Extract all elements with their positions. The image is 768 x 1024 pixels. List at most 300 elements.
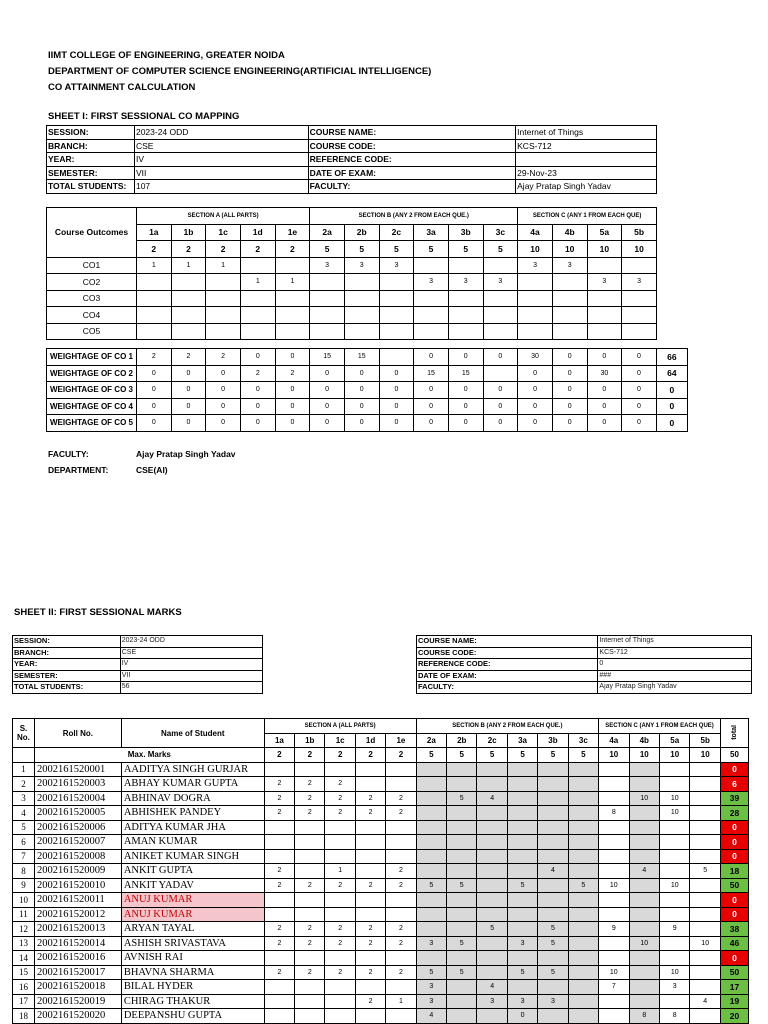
student-roll: 2002161520005 bbox=[34, 806, 121, 821]
student-mark bbox=[477, 762, 507, 777]
student-mark: 2 bbox=[264, 936, 294, 951]
student-row bbox=[13, 820, 749, 835]
question-header: 2a bbox=[310, 224, 345, 241]
student-mark: 2 bbox=[386, 878, 416, 893]
info-value: KCS-712 bbox=[516, 139, 657, 153]
info-value bbox=[516, 153, 657, 167]
marks-section-a-header: SECTION A (ALL PARTS) bbox=[264, 719, 416, 734]
student-mark bbox=[325, 994, 355, 1009]
weightage-cell: 0 bbox=[448, 398, 483, 415]
student-mark bbox=[477, 1009, 507, 1024]
info-label: TOTAL STUDENTS: bbox=[47, 180, 135, 194]
student-mark bbox=[538, 907, 568, 922]
student-sno: 6 bbox=[13, 835, 35, 850]
marks-max-mark: 2 bbox=[386, 748, 416, 763]
question-header: 5b bbox=[622, 224, 657, 241]
question-header: 3c bbox=[483, 224, 518, 241]
student-roll: 2002161520010 bbox=[34, 878, 121, 893]
student-name: ASHISH SRIVASTAVA bbox=[121, 936, 264, 951]
mapping-cell: 3 bbox=[483, 274, 518, 291]
max-mark: 10 bbox=[518, 241, 553, 258]
student-mark: 2 bbox=[264, 922, 294, 937]
student-mark: 2 bbox=[386, 864, 416, 879]
student-name: AVNISH RAI bbox=[121, 951, 264, 966]
marks-table bbox=[12, 718, 749, 1024]
marks-question-header: 2b bbox=[447, 733, 477, 748]
info-label: YEAR: bbox=[13, 659, 121, 671]
weightage-cell: 0 bbox=[552, 398, 587, 415]
marks-max-mark: 5 bbox=[447, 748, 477, 763]
student-mark: 5 bbox=[538, 936, 568, 951]
marks-question-header: 1d bbox=[355, 733, 385, 748]
student-row bbox=[13, 994, 749, 1009]
student-mark bbox=[629, 762, 659, 777]
student-roll: 2002161520012 bbox=[34, 907, 121, 922]
mapping-cell: 1 bbox=[275, 274, 310, 291]
student-mark bbox=[447, 907, 477, 922]
info-label: REFERENCE CODE: bbox=[417, 659, 598, 671]
mapping-cell bbox=[379, 274, 414, 291]
student-mark: 5 bbox=[568, 878, 598, 893]
student-name: CHIRAG THAKUR bbox=[121, 994, 264, 1009]
student-mark bbox=[660, 864, 690, 879]
mapping-cell bbox=[622, 323, 657, 340]
weightage-cell: 0 bbox=[310, 415, 345, 432]
weightage-cell: 30 bbox=[518, 349, 553, 366]
student-mark: 10 bbox=[599, 965, 629, 980]
weightage-cell bbox=[379, 349, 414, 366]
info-value: 2023-24 ODD bbox=[134, 126, 308, 140]
student-mark bbox=[325, 849, 355, 864]
student-mark bbox=[507, 820, 537, 835]
max-marks-spacer bbox=[13, 748, 35, 763]
marks-question-header: 2a bbox=[416, 733, 446, 748]
student-row bbox=[13, 980, 749, 995]
weightage-cell: 2 bbox=[171, 349, 206, 366]
mapping-cell bbox=[240, 307, 275, 324]
sheet2-info-right bbox=[416, 635, 752, 694]
student-mark: 2 bbox=[295, 965, 325, 980]
student-mark bbox=[629, 835, 659, 850]
student-mark bbox=[538, 820, 568, 835]
student-mark: 3 bbox=[416, 994, 446, 1009]
mapping-cell bbox=[622, 307, 657, 324]
student-mark bbox=[477, 849, 507, 864]
mapping-cell bbox=[448, 290, 483, 307]
weightage-cell: 0 bbox=[587, 349, 622, 366]
student-mark bbox=[264, 1009, 294, 1024]
sheet2-info-left bbox=[12, 635, 263, 694]
student-mark: 2 bbox=[386, 791, 416, 806]
student-mark bbox=[507, 907, 537, 922]
student-mark bbox=[507, 864, 537, 879]
mapping-cell bbox=[483, 307, 518, 324]
max-mark: 2 bbox=[171, 241, 206, 258]
mapping-cell: 3 bbox=[552, 257, 587, 274]
student-mark bbox=[355, 849, 385, 864]
student-mark bbox=[538, 951, 568, 966]
weightage-label: WEIGHTAGE OF CO 5 bbox=[47, 415, 137, 432]
weightage-total: 64 bbox=[656, 365, 687, 382]
student-mark: 10 bbox=[629, 936, 659, 951]
student-row bbox=[13, 835, 749, 850]
student-sno: 2 bbox=[13, 777, 35, 792]
weightage-cell: 15 bbox=[448, 365, 483, 382]
student-row bbox=[13, 806, 749, 821]
info-label: SEMESTER: bbox=[47, 166, 135, 180]
question-header: 1c bbox=[206, 224, 241, 241]
student-mark bbox=[386, 777, 416, 792]
weightage-cell: 0 bbox=[379, 365, 414, 382]
student-mark bbox=[355, 864, 385, 879]
student-sno: 12 bbox=[13, 922, 35, 937]
mapping-cell bbox=[587, 307, 622, 324]
student-row bbox=[13, 965, 749, 980]
student-mark bbox=[538, 893, 568, 908]
student-row bbox=[13, 849, 749, 864]
mapping-cell: 1 bbox=[171, 257, 206, 274]
student-mark bbox=[416, 791, 446, 806]
mapping-cell: 1 bbox=[240, 274, 275, 291]
student-name: ANIKET KUMAR SINGH bbox=[121, 849, 264, 864]
student-mark bbox=[325, 951, 355, 966]
mapping-cell bbox=[518, 323, 553, 340]
student-mark bbox=[538, 878, 568, 893]
weightage-row bbox=[47, 398, 688, 415]
student-total: 0 bbox=[720, 907, 748, 922]
student-sno: 1 bbox=[13, 762, 35, 777]
student-mark bbox=[447, 994, 477, 1009]
weightage-cell: 0 bbox=[622, 415, 657, 432]
student-mark bbox=[477, 806, 507, 821]
max-mark: 5 bbox=[448, 241, 483, 258]
weightage-cell: 0 bbox=[310, 398, 345, 415]
student-mark bbox=[568, 849, 598, 864]
student-roll: 2002161520004 bbox=[34, 791, 121, 806]
student-mark bbox=[507, 849, 537, 864]
weightage-cell: 0 bbox=[275, 349, 310, 366]
student-total: 0 bbox=[720, 951, 748, 966]
info-value: IV bbox=[120, 659, 262, 671]
mapping-cell bbox=[310, 274, 345, 291]
student-mark bbox=[660, 994, 690, 1009]
weightage-cell: 30 bbox=[587, 365, 622, 382]
student-mark bbox=[660, 762, 690, 777]
marks-question-header: 1a bbox=[264, 733, 294, 748]
student-mark: 10 bbox=[660, 806, 690, 821]
student-mark: 2 bbox=[355, 922, 385, 937]
mapping-cell: 3 bbox=[622, 274, 657, 291]
mapping-cell bbox=[483, 290, 518, 307]
mapping-cell bbox=[552, 323, 587, 340]
mapping-cell: 3 bbox=[379, 257, 414, 274]
info-value: 2023-24 ODD bbox=[120, 636, 262, 648]
student-mark bbox=[599, 907, 629, 922]
mapping-cell bbox=[240, 257, 275, 274]
student-mark: 2 bbox=[325, 965, 355, 980]
question-header: 1b bbox=[171, 224, 206, 241]
co-label: CO3 bbox=[47, 290, 137, 307]
weightage-cell: 0 bbox=[275, 382, 310, 399]
student-mark bbox=[447, 893, 477, 908]
mapping-cell bbox=[622, 290, 657, 307]
max-mark: 2 bbox=[206, 241, 241, 258]
mapping-cell bbox=[171, 274, 206, 291]
student-mark bbox=[264, 762, 294, 777]
mapping-cell bbox=[518, 307, 553, 324]
student-mark bbox=[629, 994, 659, 1009]
sheet2-info-row bbox=[13, 636, 263, 648]
weightage-cell: 0 bbox=[587, 382, 622, 399]
weightage-cell: 0 bbox=[206, 398, 241, 415]
co-mapping-table bbox=[46, 207, 657, 340]
weightage-cell: 0 bbox=[379, 398, 414, 415]
student-mark: 2 bbox=[325, 878, 355, 893]
student-mark bbox=[447, 849, 477, 864]
co-label: CO4 bbox=[47, 307, 137, 324]
student-mark: 4 bbox=[477, 791, 507, 806]
student-row bbox=[13, 893, 749, 908]
student-mark bbox=[690, 762, 720, 777]
mapping-cell bbox=[136, 290, 171, 307]
student-mark bbox=[416, 864, 446, 879]
student-mark bbox=[568, 893, 598, 908]
student-name: ANUJ KUMAR bbox=[121, 907, 264, 922]
weightage-cell: 0 bbox=[483, 415, 518, 432]
student-row bbox=[13, 791, 749, 806]
student-row bbox=[13, 864, 749, 879]
weightage-cell bbox=[483, 365, 518, 382]
co-weightage-table bbox=[46, 348, 688, 432]
mapping-cell: 3 bbox=[587, 274, 622, 291]
student-row bbox=[13, 777, 749, 792]
info-value: 0 bbox=[598, 659, 752, 671]
sno-header: S. No. bbox=[13, 719, 35, 748]
weightage-cell: 0 bbox=[171, 398, 206, 415]
student-mark bbox=[568, 762, 598, 777]
student-mark: 4 bbox=[416, 1009, 446, 1024]
section-c-header: SECTION C (ANY 1 FROM EACH QUE) bbox=[518, 208, 657, 225]
student-mark bbox=[416, 820, 446, 835]
sheet2-info-row bbox=[13, 647, 263, 659]
sheet2-info-row bbox=[417, 670, 752, 682]
student-mark: 3 bbox=[507, 994, 537, 1009]
marks-max-mark: 5 bbox=[568, 748, 598, 763]
mapping-cell bbox=[206, 323, 241, 340]
student-total: 0 bbox=[720, 820, 748, 835]
weightage-label: WEIGHTAGE OF CO 1 bbox=[47, 349, 137, 366]
student-mark bbox=[477, 864, 507, 879]
student-mark bbox=[447, 835, 477, 850]
mapping-cell bbox=[448, 323, 483, 340]
mapping-cell bbox=[206, 290, 241, 307]
student-mark bbox=[660, 907, 690, 922]
weightage-label: WEIGHTAGE OF CO 2 bbox=[47, 365, 137, 382]
student-mark: 2 bbox=[264, 806, 294, 821]
co-label: CO2 bbox=[47, 274, 137, 291]
student-mark bbox=[538, 762, 568, 777]
student-mark bbox=[416, 893, 446, 908]
student-mark bbox=[355, 893, 385, 908]
student-mark: 2 bbox=[264, 965, 294, 980]
sheet2-info-row bbox=[417, 659, 752, 671]
co-label: CO1 bbox=[47, 257, 137, 274]
info-value: IV bbox=[134, 153, 308, 167]
student-mark bbox=[538, 777, 568, 792]
student-mark bbox=[690, 893, 720, 908]
student-sno: 17 bbox=[13, 994, 35, 1009]
student-roll: 2002161520006 bbox=[34, 820, 121, 835]
student-mark bbox=[447, 777, 477, 792]
mapping-cell bbox=[310, 290, 345, 307]
student-sno: 5 bbox=[13, 820, 35, 835]
co-mapping-row bbox=[47, 290, 657, 307]
max-mark: 5 bbox=[379, 241, 414, 258]
student-mark bbox=[690, 878, 720, 893]
section-b-header: SECTION B (ANY 2 FROM EACH QUE.) bbox=[310, 208, 518, 225]
student-total: 17 bbox=[720, 980, 748, 995]
student-mark bbox=[386, 980, 416, 995]
student-mark bbox=[295, 893, 325, 908]
mapping-cell bbox=[448, 257, 483, 274]
student-sno: 9 bbox=[13, 878, 35, 893]
student-mark bbox=[386, 835, 416, 850]
question-header: 3a bbox=[414, 224, 449, 241]
student-row bbox=[13, 762, 749, 777]
sheet1-info-row bbox=[47, 139, 657, 153]
student-mark bbox=[264, 994, 294, 1009]
student-roll: 2002161520003 bbox=[34, 777, 121, 792]
student-mark bbox=[416, 907, 446, 922]
student-mark bbox=[568, 936, 598, 951]
student-mark bbox=[599, 777, 629, 792]
max-mark: 5 bbox=[414, 241, 449, 258]
mapping-cell: 1 bbox=[206, 257, 241, 274]
student-total: 50 bbox=[720, 965, 748, 980]
student-mark bbox=[447, 980, 477, 995]
roll-no-header: Roll No. bbox=[34, 719, 121, 748]
student-mark bbox=[264, 820, 294, 835]
info-value: 56 bbox=[120, 682, 262, 694]
weightage-cell: 0 bbox=[622, 398, 657, 415]
co-mapping-row bbox=[47, 323, 657, 340]
student-mark bbox=[355, 820, 385, 835]
student-mark: 10 bbox=[660, 791, 690, 806]
question-header: 4a bbox=[518, 224, 553, 241]
mapping-cell: 3 bbox=[310, 257, 345, 274]
student-mark bbox=[447, 762, 477, 777]
student-sno: 14 bbox=[13, 951, 35, 966]
student-roll: 2002161520001 bbox=[34, 762, 121, 777]
student-mark: 5 bbox=[447, 878, 477, 893]
student-mark bbox=[416, 762, 446, 777]
student-mark bbox=[599, 849, 629, 864]
student-mark bbox=[599, 893, 629, 908]
student-total: 50 bbox=[720, 878, 748, 893]
student-mark bbox=[538, 806, 568, 821]
student-row bbox=[13, 878, 749, 893]
student-mark: 1 bbox=[386, 994, 416, 1009]
weightage-cell: 0 bbox=[483, 398, 518, 415]
info-label: REFERENCE CODE: bbox=[308, 153, 516, 167]
weightage-label: WEIGHTAGE OF CO 3 bbox=[47, 382, 137, 399]
student-mark: 3 bbox=[477, 994, 507, 1009]
student-mark bbox=[325, 835, 355, 850]
mapping-cell bbox=[552, 274, 587, 291]
weightage-cell: 15 bbox=[414, 365, 449, 382]
info-value: Ajay Pratap Singh Yadav bbox=[598, 682, 752, 694]
student-roll: 2002161520020 bbox=[34, 1009, 121, 1024]
student-mark bbox=[325, 893, 355, 908]
info-label: DATE OF EXAM: bbox=[417, 670, 598, 682]
department-label: DEPARTMENT: bbox=[48, 465, 109, 475]
student-total: 0 bbox=[720, 849, 748, 864]
student-mark bbox=[264, 893, 294, 908]
student-mark bbox=[325, 820, 355, 835]
marks-max-mark: 2 bbox=[325, 748, 355, 763]
student-mark: 10 bbox=[660, 878, 690, 893]
student-mark: 4 bbox=[690, 994, 720, 1009]
student-mark bbox=[507, 762, 537, 777]
weightage-cell: 0 bbox=[379, 415, 414, 432]
student-mark: 3 bbox=[538, 994, 568, 1009]
info-value: Internet of Things bbox=[598, 636, 752, 648]
student-sno: 13 bbox=[13, 936, 35, 951]
marks-question-header: 4b bbox=[629, 733, 659, 748]
student-mark: 5 bbox=[477, 922, 507, 937]
student-mark bbox=[507, 922, 537, 937]
sheet2-info-row bbox=[417, 636, 752, 648]
marks-total-max: 50 bbox=[720, 748, 748, 763]
weightage-cell: 0 bbox=[552, 382, 587, 399]
student-sno: 3 bbox=[13, 791, 35, 806]
student-roll: 2002161520011 bbox=[34, 893, 121, 908]
student-mark bbox=[447, 1009, 477, 1024]
student-mark: 10 bbox=[690, 936, 720, 951]
question-header: 1d bbox=[240, 224, 275, 241]
mapping-cell bbox=[379, 290, 414, 307]
student-mark bbox=[629, 849, 659, 864]
mapping-cell bbox=[310, 307, 345, 324]
student-mark: 2 bbox=[355, 878, 385, 893]
student-row bbox=[13, 951, 749, 966]
student-mark: 5 bbox=[507, 965, 537, 980]
student-mark bbox=[507, 835, 537, 850]
weightage-label: WEIGHTAGE OF CO 4 bbox=[47, 398, 137, 415]
question-header: 2c bbox=[379, 224, 414, 241]
student-mark bbox=[660, 951, 690, 966]
student-mark: 8 bbox=[599, 806, 629, 821]
weightage-total: 66 bbox=[656, 349, 687, 366]
student-mark bbox=[690, 980, 720, 995]
student-mark bbox=[568, 1009, 598, 1024]
max-mark: 10 bbox=[622, 241, 657, 258]
mapping-cell bbox=[275, 257, 310, 274]
student-mark bbox=[507, 791, 537, 806]
weightage-cell: 0 bbox=[240, 415, 275, 432]
weightage-cell: 0 bbox=[275, 398, 310, 415]
mapping-cell bbox=[518, 290, 553, 307]
section-a-header: SECTION A (ALL PARTS) bbox=[136, 208, 309, 225]
student-mark bbox=[325, 907, 355, 922]
mapping-cell bbox=[379, 307, 414, 324]
weightage-cell: 0 bbox=[414, 382, 449, 399]
student-mark bbox=[386, 849, 416, 864]
info-label: FACULTY: bbox=[417, 682, 598, 694]
weightage-cell: 0 bbox=[552, 365, 587, 382]
marks-question-header: 3c bbox=[568, 733, 598, 748]
student-mark: 2 bbox=[355, 994, 385, 1009]
